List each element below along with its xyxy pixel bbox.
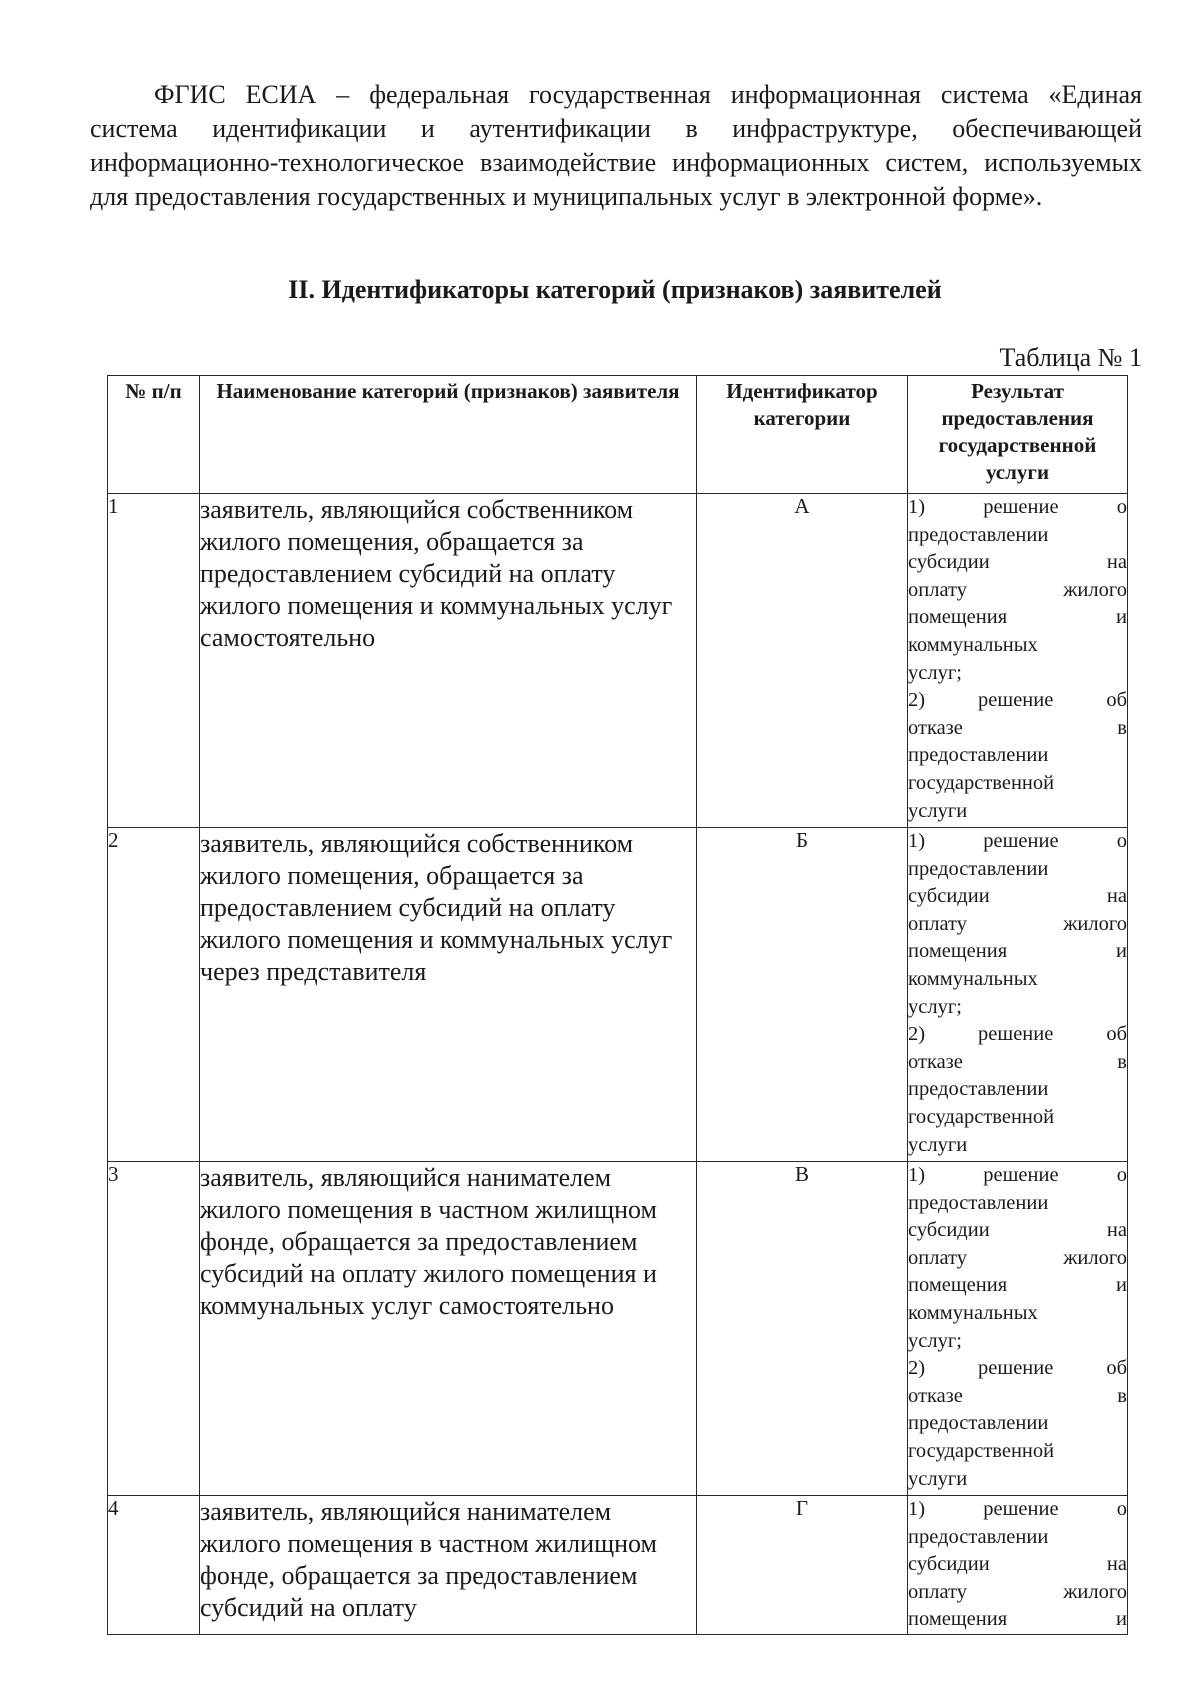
result-line: предоставлении <box>908 857 1049 880</box>
result-line: 1) решение о <box>908 830 1127 852</box>
result-line: субсидии на <box>908 1553 1127 1576</box>
row-num: 4 <box>108 1496 200 1635</box>
table-row <box>108 1496 1128 1635</box>
row-category-name: заявитель, являющийся нанимателем жилого помещения в частном жилищном фонде, обращается за предоставлением субсидий на оплату <box>200 1496 697 1635</box>
result-line: отказе в <box>908 1050 1127 1073</box>
result-line: услуги <box>908 799 968 822</box>
row-category-name: заявитель, являющийся собственником жилого помещения, обращается за предоставлением субсидий на оплату жилого помещения и коммунальных услуг через представителя <box>200 828 697 1162</box>
result-line: 2) решение об <box>908 1023 1127 1046</box>
row-result <box>908 494 1128 828</box>
row-num: 3 <box>108 1162 200 1496</box>
result-line: услуги <box>908 1133 968 1156</box>
result-line: предоставлении <box>908 1525 1049 1548</box>
result-line: предоставлении <box>908 744 1049 767</box>
result-line: предоставлении <box>908 523 1049 546</box>
result-line: государственной <box>908 1439 1055 1462</box>
result-line: государственной <box>908 1105 1055 1128</box>
row-category-id: Б <box>697 828 908 1162</box>
result-line: коммунальных <box>908 967 1038 990</box>
result-line: предоставлении <box>908 1191 1049 1214</box>
result-line: услуг; <box>908 995 962 1018</box>
result-line: субсидии на <box>908 885 1127 908</box>
result-line: помещения и <box>908 1274 1127 1297</box>
row-category-id: Г <box>697 1496 908 1635</box>
result-line: коммунальных <box>908 633 1038 656</box>
result-line: услуги <box>908 1467 968 1490</box>
row-category-id: В <box>697 1162 908 1496</box>
result-line: коммунальных <box>908 1301 1038 1324</box>
table-row <box>108 1162 1128 1496</box>
table-header-row <box>108 376 1128 494</box>
header-name: Наименование категорий (признаков) заявителя <box>200 376 697 494</box>
row-category-name: заявитель, являющийся собственником жилого помещения, обращается за предоставлением субсидий на оплату жилого помещения и коммунальных услуг самостоятельно <box>200 494 697 828</box>
result-line: оплату жилого <box>908 1580 1127 1603</box>
result-line: 1) решение о <box>908 1498 1127 1520</box>
result-line: предоставлении <box>908 1078 1049 1101</box>
row-num: 2 <box>108 828 200 1162</box>
intro-paragraph: ФГИС ЕСИА – федеральная государственная информационная система «Единая система идентификации и аутентификации в инфраструктуре, обеспечивающей информационно-технологическое взаимодействие информационных систем, используемых для предоставления государственных и муниципальных услуг в электронной форме». <box>90 80 1142 211</box>
result-line: услуг; <box>908 1329 962 1352</box>
row-result <box>908 828 1128 1162</box>
result-line: помещения и <box>908 940 1127 963</box>
row-result <box>908 1496 1128 1635</box>
row-result <box>908 1162 1128 1496</box>
result-line: субсидии на <box>908 1219 1127 1242</box>
row-category-name: заявитель, являющийся нанимателем жилого помещения в частном жилищном фонде, обращается за предоставлением субсидий на оплату жилого помещения и коммунальных услуг самостоятельно <box>200 1162 697 1496</box>
result-line: 2) решение об <box>908 1357 1127 1380</box>
result-line: 1) решение о <box>908 1164 1127 1186</box>
result-line: отказе в <box>908 1384 1127 1407</box>
header-result: Результат предоставления государственной услуги <box>908 376 1128 494</box>
result-line: отказе в <box>908 716 1127 739</box>
result-line: оплату жилого <box>908 912 1127 935</box>
row-num: 1 <box>108 494 200 828</box>
result-line: государственной <box>908 771 1055 794</box>
result-line: субсидии на <box>908 551 1127 574</box>
table-row <box>108 494 1128 828</box>
row-category-id: А <box>697 494 908 828</box>
header-num: № п/п <box>108 376 200 494</box>
result-line: предоставлении <box>908 1412 1049 1435</box>
result-line: помещения и <box>908 606 1127 629</box>
result-line: 1) решение о <box>908 496 1127 518</box>
applicant-categories-table <box>107 375 1128 1635</box>
result-line: услуг; <box>908 661 962 684</box>
table-row <box>108 828 1128 1162</box>
table-caption: Таблица № 1 <box>999 343 1142 372</box>
result-line: 2) решение об <box>908 689 1127 712</box>
header-ident: Идентификатор категории <box>697 376 908 494</box>
result-line: оплату жилого <box>908 1246 1127 1269</box>
section-title: II. Идентификаторы категорий (признаков) заявителей <box>288 275 942 304</box>
result-line: помещения и <box>908 1608 1127 1631</box>
result-line: оплату жилого <box>908 578 1127 601</box>
